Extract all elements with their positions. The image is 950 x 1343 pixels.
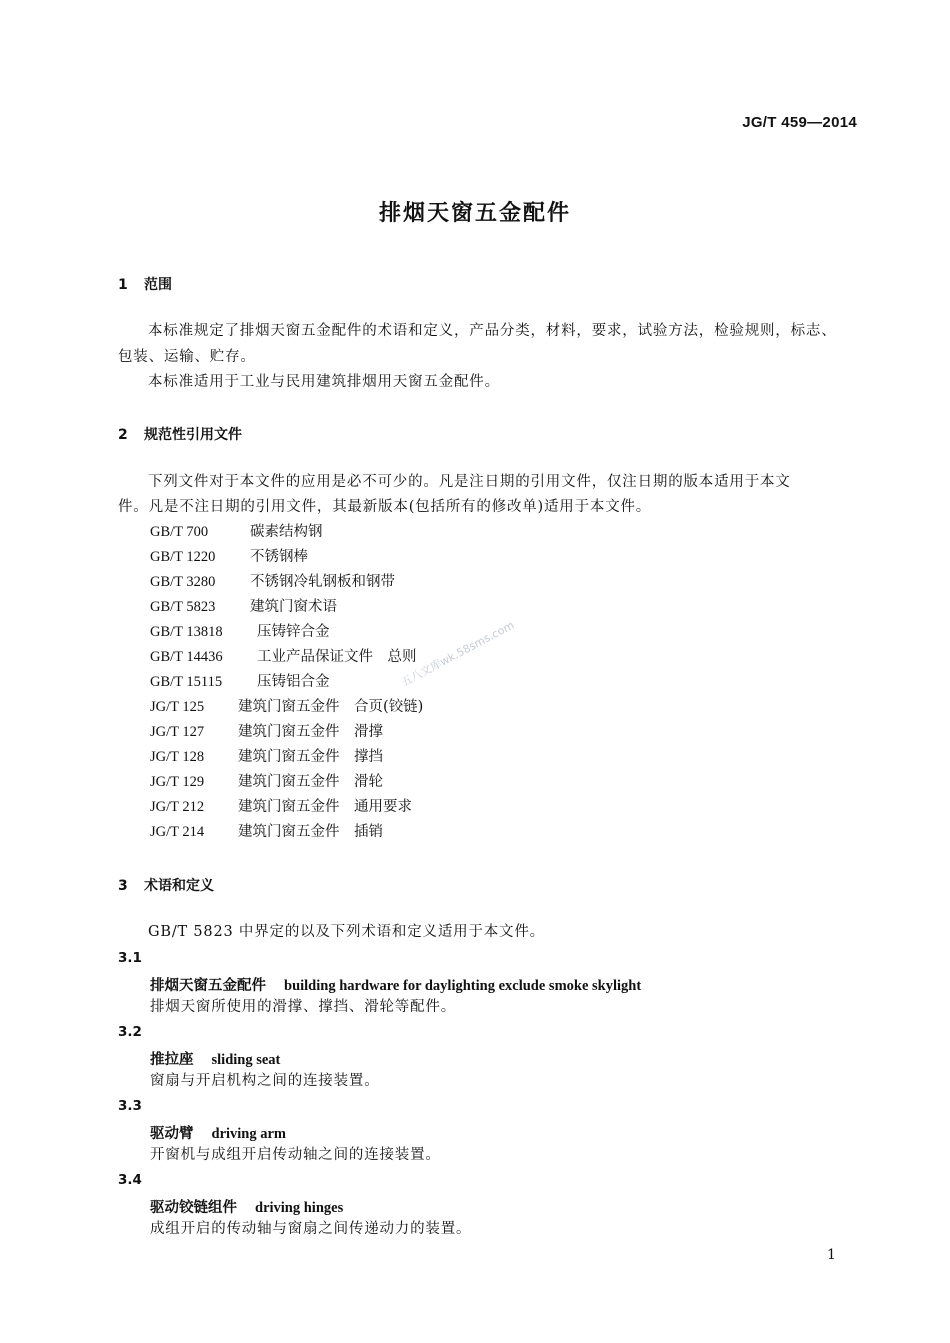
reference-code: GB/T 700 xyxy=(150,524,209,540)
reference-code: GB/T 1220 xyxy=(150,549,216,565)
term-chinese: 驱动铰链组件 xyxy=(150,1200,237,1216)
reference-item xyxy=(150,645,417,666)
paragraph-line: 下列文件对于本文件的应用是必不可少的。凡是注日期的引用文件，仅注日期的版本适用于本文 xyxy=(148,474,791,490)
reference-title: 建筑门窗术语 xyxy=(250,599,337,615)
reference-title: 碳素结构钢 xyxy=(250,524,323,540)
section-number: 2 xyxy=(118,427,128,443)
reference-item xyxy=(150,545,308,566)
reference-item xyxy=(150,770,383,791)
reference-title: 不锈钢冷轧钢板和钢带 xyxy=(250,574,395,590)
section-title: 范围 xyxy=(144,277,172,293)
clause-number: 3.1 xyxy=(118,950,142,966)
document-title: 排烟天窗五金配件 xyxy=(378,201,571,226)
reference-item xyxy=(150,745,383,766)
reference-item xyxy=(150,620,330,641)
reference-code: JG/T 128 xyxy=(150,749,205,765)
clause-number: 3.2 xyxy=(118,1024,142,1040)
section-3-heading xyxy=(118,875,214,895)
reference-code: GB/T 3280 xyxy=(150,574,216,590)
section-2-heading xyxy=(118,424,242,444)
paragraph-line: GB/T 5823 中界定的以及下列术语和定义适用于本文件。 xyxy=(148,924,545,940)
term-definition: 开窗机与成组开启传动轴之间的连接装置。 xyxy=(150,1147,441,1163)
term-definition: 排烟天窗所使用的滑撑、撑挡、滑轮等配件。 xyxy=(150,999,456,1015)
reference-code: GB/T 13818 xyxy=(150,624,223,640)
paragraph-line: 包装、运输、贮存。 xyxy=(118,349,256,365)
term-heading xyxy=(150,1122,286,1143)
reference-code: JG/T 125 xyxy=(150,699,205,715)
reference-title: 工业产品保证文件 总则 xyxy=(257,649,417,665)
term-chinese: 排烟天窗五金配件 xyxy=(150,978,266,994)
term-chinese: 推拉座 xyxy=(150,1052,194,1068)
paragraph-line: 本标准规定了排烟天窗五金配件的术语和定义，产品分类，材料，要求，试验方法，检验规则，标志、 xyxy=(148,323,837,339)
section-1-heading xyxy=(118,274,172,294)
reference-item xyxy=(150,820,383,841)
reference-code: GB/T 5823 xyxy=(150,599,216,615)
section-title: 规范性引用文件 xyxy=(144,427,242,443)
reference-code: GB/T 14436 xyxy=(150,649,223,665)
reference-item xyxy=(150,520,323,541)
reference-title: 建筑门窗五金件 滑轮 xyxy=(238,774,383,790)
paragraph-line: 件。凡是不注日期的引用文件，其最新版本(包括所有的修改单)适用于本文件。 xyxy=(118,499,652,515)
term-english: sliding seat xyxy=(211,1052,281,1068)
reference-title: 建筑门窗五金件 滑撑 xyxy=(238,724,383,740)
reference-item xyxy=(150,795,412,816)
reference-title: 压铸铝合金 xyxy=(257,674,330,690)
reference-item xyxy=(150,570,395,591)
reference-code: JG/T 127 xyxy=(150,724,205,740)
term-definition: 窗扇与开启机构之间的连接装置。 xyxy=(150,1073,380,1089)
standard-code: JG/T 459—2014 xyxy=(742,114,857,131)
section-number: 3 xyxy=(118,878,128,894)
reference-title: 建筑门窗五金件 撑挡 xyxy=(238,749,383,765)
page-number: 1 xyxy=(827,1247,836,1263)
reference-code: JG/T 214 xyxy=(150,824,205,840)
reference-code: GB/T 15115 xyxy=(150,674,223,690)
term-chinese: 驱动臂 xyxy=(150,1126,194,1142)
term-english: building hardware for daylighting exclude smoke skylight xyxy=(284,978,642,994)
reference-item xyxy=(150,695,423,716)
reference-code: JG/T 212 xyxy=(150,799,205,815)
reference-item xyxy=(150,720,383,741)
clause-number: 3.4 xyxy=(118,1172,142,1188)
reference-title: 不锈钢棒 xyxy=(250,549,308,565)
reference-title: 压铸锌合金 xyxy=(257,624,330,640)
watermark: 五八文库wk.58sms.com xyxy=(398,618,517,690)
reference-title: 建筑门窗五金件 合页(铰链) xyxy=(238,699,424,715)
reference-title: 建筑门窗五金件 插销 xyxy=(238,824,383,840)
term-heading xyxy=(150,974,641,995)
reference-item xyxy=(150,595,337,616)
clause-number: 3.3 xyxy=(118,1098,142,1114)
section-number: 1 xyxy=(118,277,128,293)
paragraph-line: 本标准适用于工业与民用建筑排烟用天窗五金配件。 xyxy=(148,374,500,390)
term-english: driving arm xyxy=(211,1126,287,1142)
term-heading xyxy=(150,1196,343,1217)
term-definition: 成组开启的传动轴与窗扇之间传递动力的装置。 xyxy=(150,1221,472,1237)
term-english: driving hinges xyxy=(255,1200,344,1216)
reference-title: 建筑门窗五金件 通用要求 xyxy=(238,799,412,815)
term-heading xyxy=(150,1048,280,1069)
reference-item xyxy=(150,670,330,691)
section-title: 术语和定义 xyxy=(144,878,214,894)
reference-code: JG/T 129 xyxy=(150,774,205,790)
